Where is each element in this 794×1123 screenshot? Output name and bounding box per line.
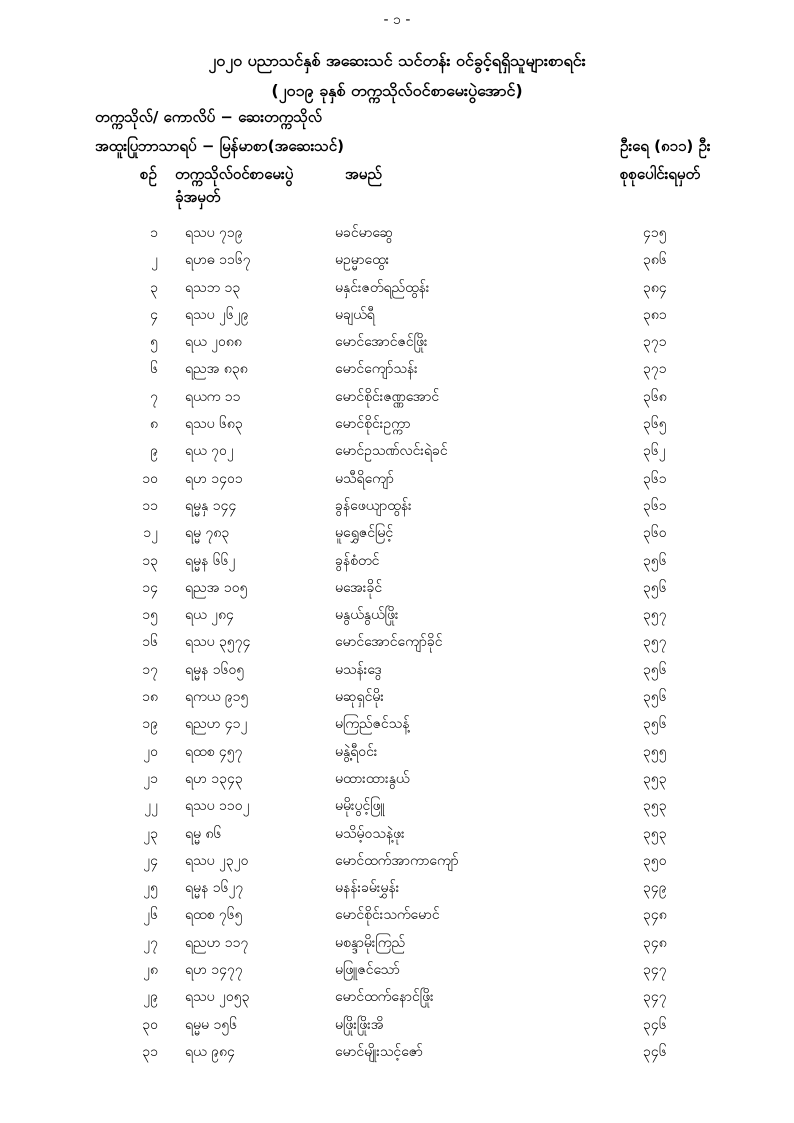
total-marks: ၃၅၆ bbox=[643, 552, 667, 569]
total-marks: ၃၇၁ bbox=[643, 334, 667, 351]
roll-number: ရထစ ၄၅၇ bbox=[185, 743, 243, 760]
table-row bbox=[0, 1038, 794, 1065]
student-name: မောင်အောင်ဇင်ဖြိုး bbox=[335, 334, 428, 351]
table-row bbox=[0, 246, 794, 273]
roll-number: ရမ္မ ၇၈၃ bbox=[185, 525, 230, 542]
table-row bbox=[0, 601, 794, 628]
total-marks: ၃၆၂ bbox=[643, 443, 666, 460]
row-number: ၁၁ bbox=[142, 497, 158, 514]
student-name: မောင်စိုင်းဇဏ္ဏအောင် bbox=[335, 388, 440, 405]
total-marks: ၃၄၉ bbox=[643, 880, 667, 897]
roll-number: ရသပ ၃၅၇၄ bbox=[185, 634, 251, 651]
table-row bbox=[0, 628, 794, 655]
roll-number: ရယ ၇၀၂ bbox=[185, 443, 234, 460]
table-row bbox=[0, 656, 794, 683]
header-roll-no-line2: ခုံအမှတ် bbox=[175, 188, 221, 206]
total-marks: ၃၄၈ bbox=[643, 934, 667, 951]
student-name: မစန္ဒာမိုးကြည် bbox=[335, 934, 405, 951]
total-marks: ၃၅၆ bbox=[643, 579, 667, 596]
student-name: မောင်ထက်နောင်ဖြိုး bbox=[335, 989, 434, 1006]
row-number: ၂၉ bbox=[143, 989, 158, 1006]
roll-number: ရယက ၁၁ bbox=[185, 388, 241, 405]
row-number: ၁၂ bbox=[143, 525, 158, 542]
student-name: ခွန်ဖေယျာထွန်း bbox=[335, 497, 412, 514]
table-row bbox=[0, 956, 794, 983]
row-number: ၁ bbox=[150, 225, 158, 241]
roll-number: ရဟ ၁၄၇၇ bbox=[185, 962, 243, 979]
total-marks: ၃၅၀ bbox=[643, 852, 667, 869]
roll-number: ရမ္မန ၁၆၀၅ bbox=[185, 661, 245, 678]
table-row bbox=[0, 710, 794, 737]
header-roll-no: တက္ကသိုလ်ဝင်စာမေးပွဲ bbox=[175, 165, 294, 183]
row-number: ၁၇ bbox=[142, 661, 158, 678]
total-marks: ၃၅၆ bbox=[643, 689, 667, 706]
table-row bbox=[0, 738, 794, 765]
table-row bbox=[0, 901, 794, 928]
total-marks: ၃၈၆ bbox=[643, 252, 667, 269]
table-row bbox=[0, 492, 794, 519]
table-row bbox=[0, 574, 794, 601]
table-row bbox=[0, 792, 794, 819]
total-marks: ၃၆၅ bbox=[643, 416, 667, 433]
total-marks: ၃၆၈ bbox=[643, 388, 667, 405]
table-row bbox=[0, 519, 794, 546]
student-name: မောင်ဥသဏ်လင်းရဲခင် bbox=[335, 443, 448, 460]
row-number: ၂၇ bbox=[143, 934, 158, 951]
header-total-marks: စုစုပေါင်းရမှတ် bbox=[620, 165, 701, 183]
student-name: မကြည်ဇင်သန့် bbox=[335, 716, 410, 733]
roll-number: ရဟဓ ၁၁၆၇ bbox=[185, 252, 251, 269]
roll-number: ရသပ ၂၀၅၃ bbox=[185, 989, 250, 1006]
roll-number: ရညအ ၁၀၅ bbox=[185, 579, 248, 596]
table-row bbox=[0, 328, 794, 355]
document-subtitle: (၂၀၁၉ ခုနှစ် တက္ကသိုလ်ဝင်စာမေးပွဲအောင်) bbox=[271, 81, 523, 100]
roll-number: ရကယ ၉၁၅ bbox=[185, 689, 249, 706]
row-number: ၂၆ bbox=[143, 907, 158, 924]
roll-number: ရမ္မန ၆၆၂ bbox=[185, 552, 236, 569]
row-number: ၄ bbox=[150, 306, 158, 323]
row-number: ၃၀ bbox=[142, 1016, 158, 1033]
total-marks: ၄၁၅ bbox=[643, 225, 667, 241]
total-marks: ၃၈၁ bbox=[643, 306, 667, 323]
roll-number: ရသပ ၁၁၀၂ bbox=[185, 798, 250, 815]
student-name: မောင်အောင်ကျော်ခိုင် bbox=[335, 634, 443, 651]
row-number: ၈ bbox=[150, 416, 158, 433]
row-number: ၂၃ bbox=[143, 825, 158, 842]
total-marks: ၃၇၁ bbox=[643, 361, 667, 378]
row-number: ၇ bbox=[150, 388, 158, 405]
student-name: မူရွှေဇင်မြင့် bbox=[335, 525, 394, 542]
header-name: အမည် bbox=[345, 165, 382, 183]
header-no: စဉ် bbox=[140, 165, 157, 183]
total-marks: ၃၄၇ bbox=[643, 989, 667, 1006]
student-name: မမိုးပွင့်ဖြူ bbox=[335, 798, 385, 815]
total-marks: ၃၆၁ bbox=[643, 470, 667, 487]
university-label: တက္ကသိုလ်/ ကောလိပ် − ဆေးတက္ကသိုလ် bbox=[95, 108, 322, 126]
student-name: မခင်မာဆွေ bbox=[335, 225, 393, 241]
table-row bbox=[0, 547, 794, 574]
total-marks: ၃၅၆ bbox=[643, 661, 667, 678]
table-row bbox=[0, 820, 794, 847]
roll-number: ရမ္မနှ ၁၄၄ bbox=[185, 497, 237, 514]
student-name: မချယ်ရီ bbox=[335, 306, 375, 323]
student-list bbox=[0, 219, 794, 1065]
student-name: မအေးခိုင် bbox=[335, 579, 383, 596]
row-number: ၁၀ bbox=[142, 470, 158, 487]
roll-number: ရသဘ ၁၃ bbox=[185, 279, 241, 296]
row-number: ၂၁ bbox=[143, 770, 158, 787]
roll-number: ရသပ ၂၆၂၉ bbox=[185, 306, 249, 323]
roll-number: ရသပ ၇၁၉ bbox=[185, 225, 243, 241]
table-row bbox=[0, 355, 794, 382]
student-name: မသီရိကျော် bbox=[335, 470, 394, 487]
table-row bbox=[0, 1011, 794, 1038]
table-row bbox=[0, 383, 794, 410]
row-number: ၅ bbox=[150, 334, 158, 351]
student-name: မနှင်းဇတ်ရည်ထွန်း bbox=[335, 279, 430, 296]
student-name: ခွန်စံတင် bbox=[335, 552, 380, 569]
roll-number: ရညအ ၈၃၈ bbox=[185, 361, 248, 378]
table-row bbox=[0, 437, 794, 464]
row-number: ၆ bbox=[150, 361, 158, 378]
row-number: ၂၅ bbox=[143, 880, 158, 897]
major-label: အထူးပြုဘာသာရပ် − မြန်မာစာ(အဆေးသင်) bbox=[95, 137, 344, 155]
roll-number: ရသပ ၆၈၃ bbox=[185, 416, 243, 433]
document-title: ၂၀၂၀ ပညာသင်နှစ် အဆေးသင် သင်တန်း ဝင်ခွင့်ရရှိသူများစာရင်း bbox=[208, 51, 586, 70]
page-number: - ၁ - bbox=[383, 12, 411, 28]
roll-number: ရဟ ၁၄၀၁ bbox=[185, 470, 243, 487]
total-marks: ၃၅၇ bbox=[643, 607, 667, 624]
roll-number: ရညဟ ၁၁၇ bbox=[185, 934, 249, 951]
student-name: မောင်ကျော်သန်း bbox=[335, 361, 418, 378]
total-marks: ၃၅၃ bbox=[643, 798, 667, 815]
table-row bbox=[0, 465, 794, 492]
roll-number: ရဟ ၁၃၄၃ bbox=[185, 770, 243, 787]
roll-number: ရသပ ၂၃၂၀ bbox=[185, 852, 249, 869]
total-marks: ၃၈၄ bbox=[643, 279, 667, 296]
total-marks: ၃၅၆ bbox=[643, 716, 667, 733]
student-name: မောင်စိုင်းဥက္ကာ bbox=[335, 416, 411, 433]
total-marks: ၃၅၃ bbox=[643, 770, 667, 787]
student-count: ဦးရေ (၈၁၁) ဦး bbox=[620, 137, 711, 155]
row-number: ၉ bbox=[150, 443, 158, 460]
row-number: ၂၄ bbox=[143, 852, 158, 869]
row-number: ၁၄ bbox=[142, 579, 158, 596]
roll-number: ရထစ ၇၆၅ bbox=[185, 907, 243, 924]
total-marks: ၃၆၁ bbox=[643, 497, 667, 514]
table-row bbox=[0, 929, 794, 956]
table-row bbox=[0, 874, 794, 901]
row-number: ၁၅ bbox=[142, 607, 158, 624]
roll-number: ရယ ၂၀၈၈ bbox=[185, 334, 242, 351]
table-row bbox=[0, 274, 794, 301]
row-number: ၂ bbox=[151, 252, 158, 269]
student-name: မထားထားနွယ် bbox=[335, 770, 410, 787]
table-row bbox=[0, 219, 794, 246]
row-number: ၁၆ bbox=[142, 634, 158, 651]
roll-number: ရမ္မ ၈၆ bbox=[185, 825, 222, 842]
student-name: မနွဲ့ရီဝင်း bbox=[335, 743, 378, 760]
table-row bbox=[0, 301, 794, 328]
table-row bbox=[0, 983, 794, 1010]
row-number: ၃၁ bbox=[142, 1043, 158, 1060]
total-marks: ၃၅၃ bbox=[643, 825, 667, 842]
table-row bbox=[0, 410, 794, 437]
student-name: မောင်မျိုးသင့်ဇော် bbox=[335, 1043, 423, 1060]
student-name: မောင်စိုင်းသက်မောင် bbox=[335, 907, 440, 924]
total-marks: ၃၅၅ bbox=[643, 743, 667, 760]
student-name: မနွယ်နွယ်ဖြိုး bbox=[335, 607, 399, 624]
student-name: မသိမ့်ဝသနဲ့ဖုး bbox=[335, 825, 405, 842]
roll-number: ရညဟ ၄၁၂ bbox=[185, 716, 248, 733]
student-name: မဆုရှင်မိုး bbox=[335, 689, 384, 706]
roll-number: ရမ္မမ ၁၅၆ bbox=[185, 1016, 238, 1033]
total-marks: ၃၆၀ bbox=[643, 525, 667, 542]
student-name: မနန်းခမ်းမွှန်း bbox=[335, 880, 400, 897]
row-number: ၁၈ bbox=[142, 689, 158, 706]
student-name: မဖြူဇင်သော် bbox=[335, 962, 400, 979]
row-number: ၂၂ bbox=[144, 798, 158, 815]
row-number: ၃ bbox=[150, 279, 158, 296]
total-marks: ၃၄၇ bbox=[643, 962, 667, 979]
roll-number: ရမ္မန ၁၆၂၇ bbox=[185, 880, 244, 897]
row-number: ၁၃ bbox=[142, 552, 158, 569]
row-number: ၂၀ bbox=[143, 743, 158, 760]
student-name: မဥမ္မာထွေး bbox=[335, 252, 390, 269]
table-row bbox=[0, 765, 794, 792]
table-row bbox=[0, 683, 794, 710]
row-number: ၂၈ bbox=[143, 962, 158, 979]
student-name: မသန်းဒွေ bbox=[335, 661, 382, 678]
table-row bbox=[0, 847, 794, 874]
total-marks: ၃၄၆ bbox=[643, 1016, 667, 1033]
row-number: ၁၉ bbox=[142, 716, 158, 733]
roll-number: ရယ ၂၈၄ bbox=[185, 607, 234, 624]
total-marks: ၃၄၆ bbox=[643, 1043, 667, 1060]
student-name: မောင်ထက်အာကာကျော် bbox=[335, 852, 459, 869]
total-marks: ၃၄၈ bbox=[643, 907, 667, 924]
roll-number: ရယ ၉၈၄ bbox=[185, 1043, 235, 1060]
student-name: မဖြိုးဖြိုးအိ bbox=[335, 1016, 384, 1033]
total-marks: ၃၅၇ bbox=[643, 634, 667, 651]
